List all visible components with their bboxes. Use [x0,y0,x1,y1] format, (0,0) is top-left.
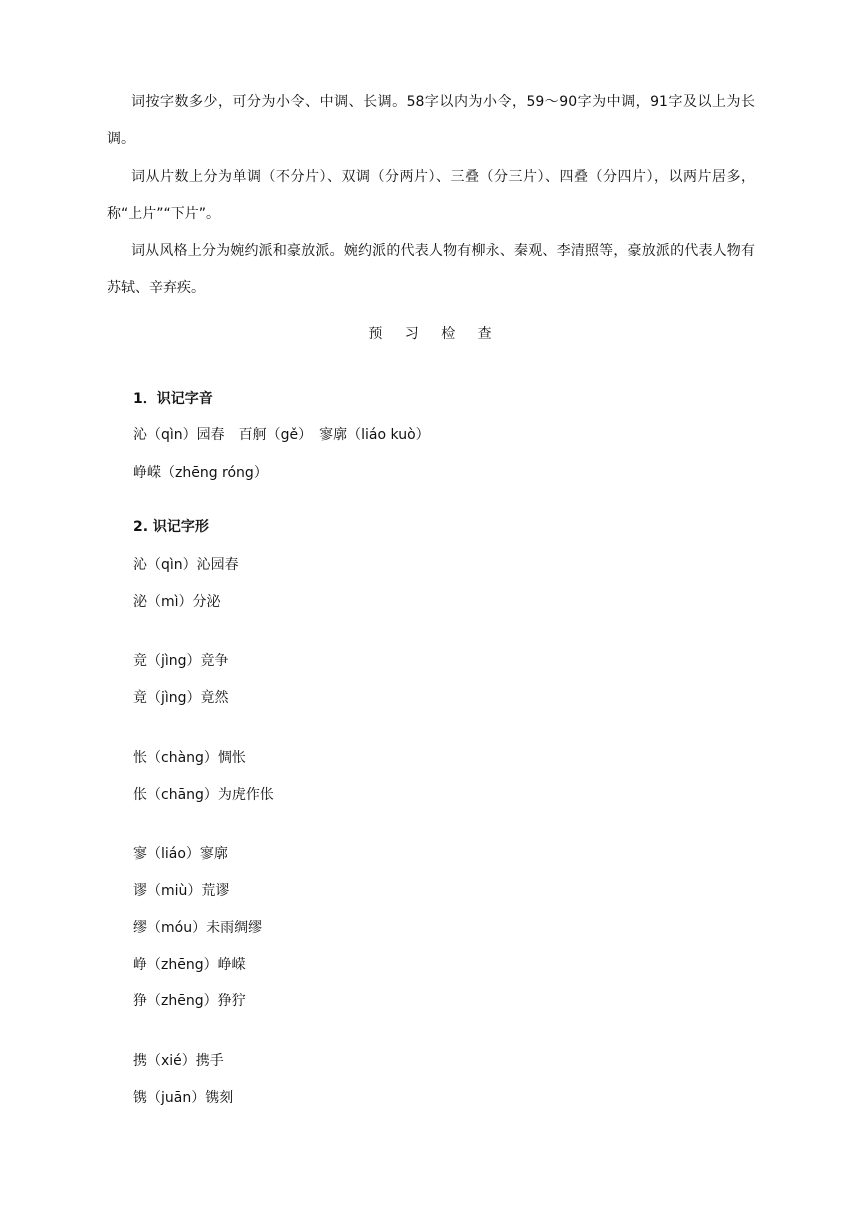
pronunciation-line: 峥嵘（zhēng róng） [133,465,268,481]
character-form-line: 携（xié）携手 [133,1053,224,1069]
character-form-line: 峥（zhēng）峥嵘 [133,957,246,973]
character-form-line: 谬（miù）荒谬 [133,883,230,899]
character-form-line: 泌（mì）分泌 [133,594,221,610]
pronunciation-line: 沁（qìn）园春 百舸（gě） 寥廓（liáo kuò） [133,427,430,443]
section2-heading: 2. 识记字形 [133,519,209,535]
character-form-line: 伥（chāng）为虎作伥 [133,787,274,803]
character-form-line: 沁（qìn）沁园春 [133,557,239,573]
character-form-line: 镌（juān）镌刻 [133,1090,234,1106]
character-form-line: 缪（móu）未雨绸缪 [133,920,263,936]
section1-heading: 1．识记字音 [133,391,213,407]
character-form-line: 狰（zhēng）狰狞 [133,993,246,1009]
section-title: 预 习 检 查 [368,326,501,342]
character-form-line: 竟（jìng）竟然 [133,690,229,706]
character-form-line: 怅（chàng）惆怅 [133,750,246,766]
intro-paragraph-word-count: 词按字数多少，可分为小令、中调、长调。58字以内为小令，59～90字为中调，91字及以上为长调。 [107,94,755,147]
intro-paragraph-styles: 词从风格上分为婉约派和豪放派。婉约派的代表人物有柳永、秦观、李清照等，豪放派的代表人物有苏轼、辛弃疾。 [107,243,755,296]
intro-paragraph-sections: 词从片数上分为单调（不分片）、双调（分两片）、三叠（分三片）、四叠（分四片），以两片居多，称“上片”“下片”。 [107,169,755,222]
character-form-line: 寥（liáo）寥廓 [133,846,228,862]
character-form-line: 竞（jìng）竞争 [133,653,229,669]
